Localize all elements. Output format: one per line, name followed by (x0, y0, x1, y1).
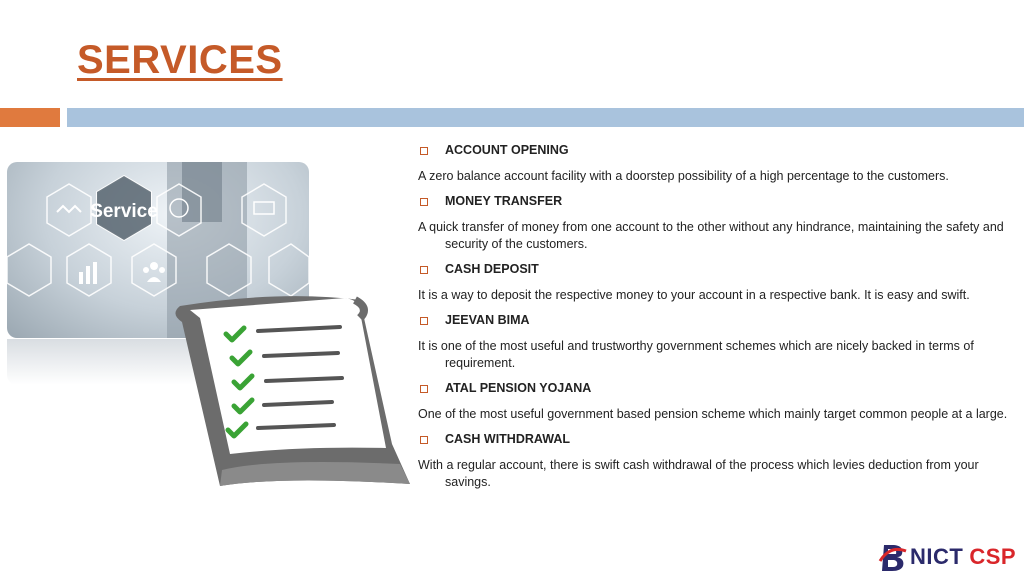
service-description: It is one of the most useful and trustworthy government schemes which are nicely backed in terms of requirement. (418, 339, 974, 370)
bullet-square-icon (420, 147, 428, 155)
logo-b-icon (878, 541, 908, 573)
logo-csp-text: CSP (969, 544, 1017, 569)
service-description: One of the most useful government based pension scheme which mainly target common people at a large. (418, 407, 1008, 421)
service-heading: MONEY TRANSFER (445, 194, 563, 208)
service-heading: JEEVAN BIMA (445, 313, 530, 327)
checklist-scroll-icon (160, 286, 420, 490)
page-title: SERVICES (77, 38, 283, 82)
service-description: It is a way to deposit the respective money to your account in a respective bank. It is easy and swift. (418, 288, 970, 302)
service-heading: CASH WITHDRAWAL (445, 432, 570, 446)
bnict-csp-logo (878, 540, 1016, 574)
bullet-square-icon (420, 266, 428, 274)
service-item (418, 261, 1010, 304)
service-item (418, 380, 1010, 423)
bullet-square-icon (420, 198, 428, 206)
accent-bar (0, 108, 60, 127)
service-heading: ACCOUNT OPENING (445, 143, 569, 157)
service-item (418, 142, 1010, 185)
photo-label: Service (90, 201, 158, 222)
service-item (418, 312, 1010, 372)
service-heading: ATAL PENSION YOJANA (445, 381, 592, 395)
service-description: A zero balance account facility with a doorstep possibility of a high percentage to the customers. (418, 169, 949, 183)
service-description: A quick transfer of money from one account to the other without any hindrance, maintaining the safety and security of the customers. (418, 220, 1004, 251)
services-list (418, 142, 1010, 499)
service-item (418, 431, 1010, 491)
logo-nict-text: NICT (910, 544, 964, 569)
header-bar (67, 108, 1024, 127)
bullet-square-icon (420, 385, 428, 393)
bullet-square-icon (420, 317, 428, 325)
service-item (418, 193, 1010, 253)
service-heading: CASH DEPOSIT (445, 262, 539, 276)
service-description: With a regular account, there is swift cash withdrawal of the process which levies deduction from your savings. (418, 458, 979, 489)
bullet-square-icon (420, 436, 428, 444)
